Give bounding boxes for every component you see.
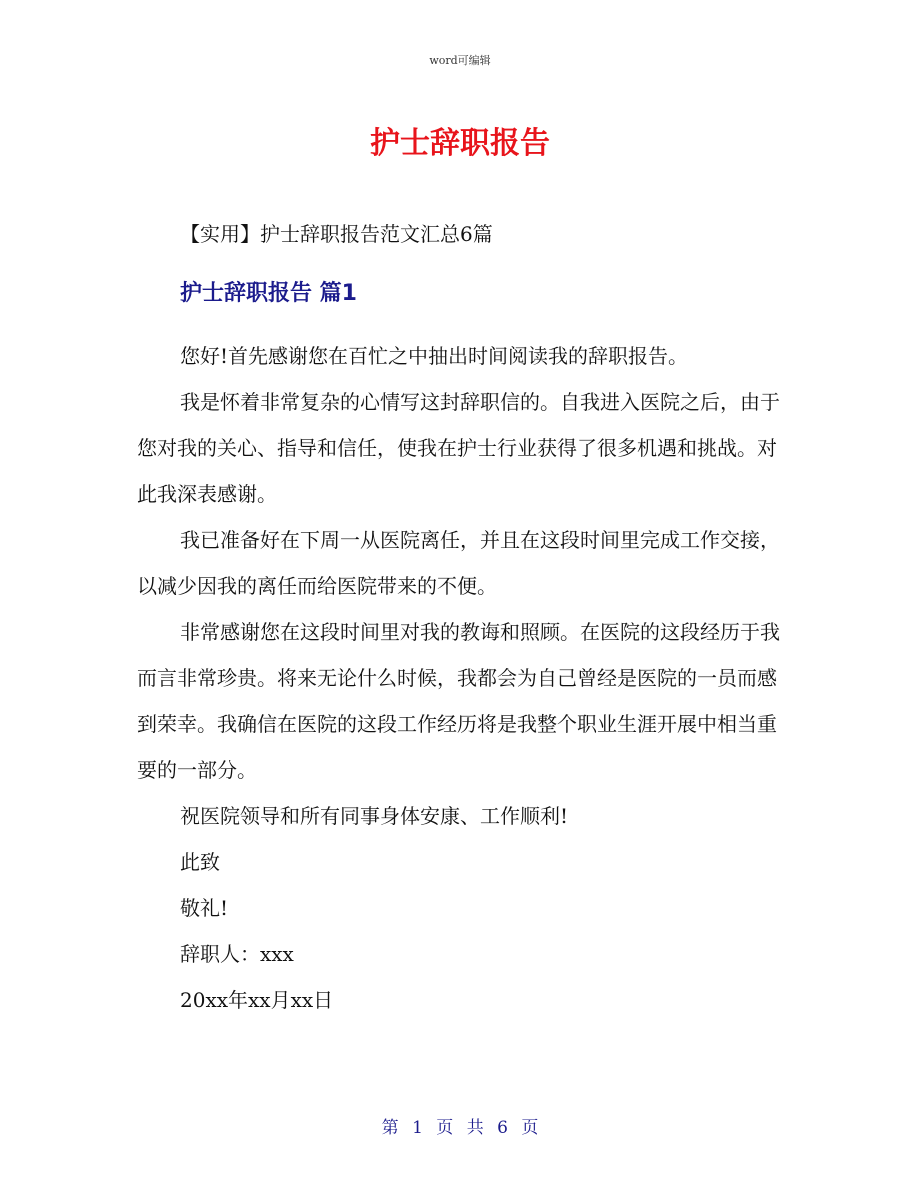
letter-body — [137, 333, 782, 1023]
paragraph: 您好!首先感谢您在百忙之中抽出时间阅读我的辞职报告。 — [180, 344, 689, 368]
closing: 此致 — [180, 850, 220, 874]
salute: 敬礼! — [180, 896, 229, 920]
document-title: 护士辞职报告 — [370, 126, 550, 161]
paragraph: 我已准备好在下周一从医院离任，并且在这段时间里完成工作交接，以减少因我的离任而给医院带来的不便。 — [137, 528, 780, 598]
page-footer — [0, 1113, 920, 1138]
signer: 辞职人：xxx — [180, 942, 294, 966]
page-header: word可编辑 — [429, 54, 491, 67]
paragraph: 我是怀着非常复杂的心情写这封辞职信的。自我进入医院之后，由于您对我的关心、指导和信任，使我在护士行业获得了很多机遇和挑战。对此我深表感谢。 — [137, 390, 780, 506]
footer-ye: 页 — [521, 1118, 539, 1138]
footer-gong: 共 — [466, 1118, 484, 1138]
footer-total-pages: 6 — [497, 1118, 508, 1138]
footer-di: 第 — [381, 1118, 399, 1138]
intro-line: 【实用】护士辞职报告范文汇总6篇 — [180, 222, 493, 246]
date: 20xx年xx月xx日 — [180, 988, 334, 1012]
paragraph: 非常感谢您在这段时间里对我的教诲和照顾。在医院的这段经历于我而言非常珍贵。将来无论什么时候，我都会为自己曾经是医院的一员而感到荣幸。我确信在医院的这段工作经历将是我整个职业生涯开展中相当重要的一部分。 — [137, 620, 780, 782]
footer-ye: 页 — [436, 1118, 454, 1138]
footer-page-number: 1 — [412, 1118, 423, 1138]
section-heading: 护士辞职报告 篇1 — [180, 281, 357, 306]
paragraph: 祝医院领导和所有同事身体安康、工作顺利! — [180, 804, 569, 828]
